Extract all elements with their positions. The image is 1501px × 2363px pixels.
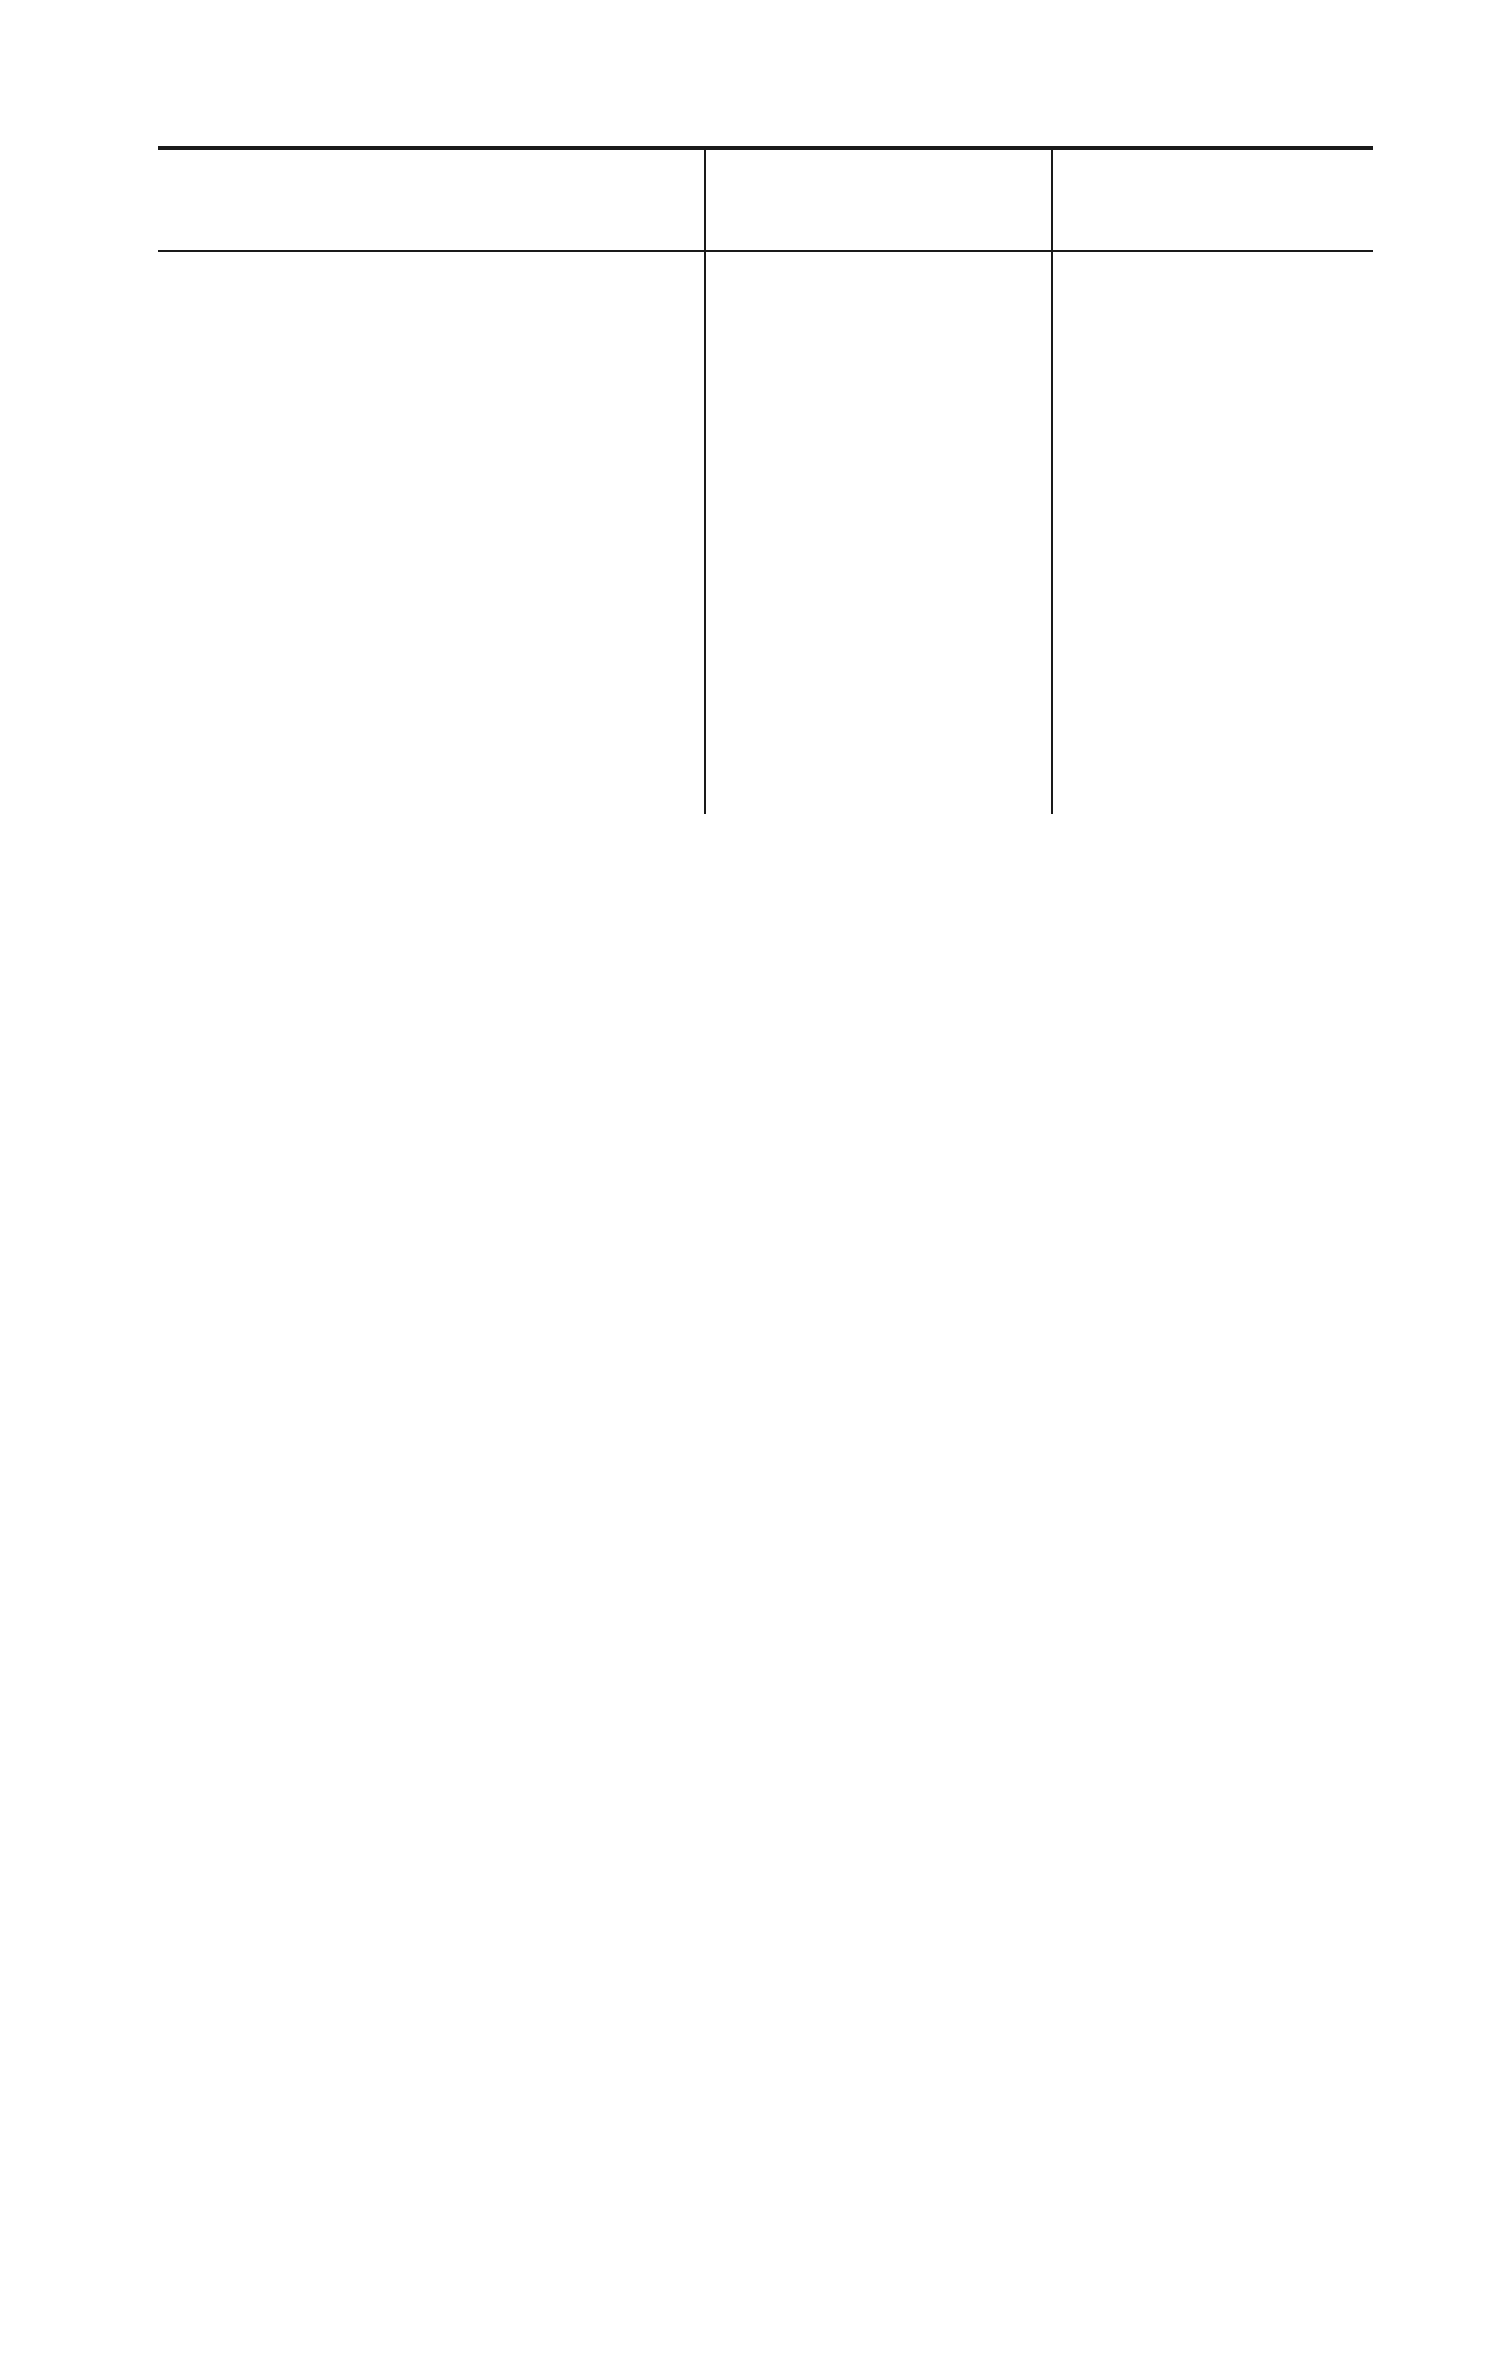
header-productivity [1053,170,1373,196]
header-divider-2 [1051,150,1053,250]
page-body [158,104,1373,840]
table-top-rule [158,146,1373,150]
body-divider-1 [704,252,706,814]
machinery-table [158,146,1373,814]
header-divider-1 [704,150,706,250]
header-bottom-rule [158,250,1373,252]
body-divider-2 [1051,252,1053,814]
